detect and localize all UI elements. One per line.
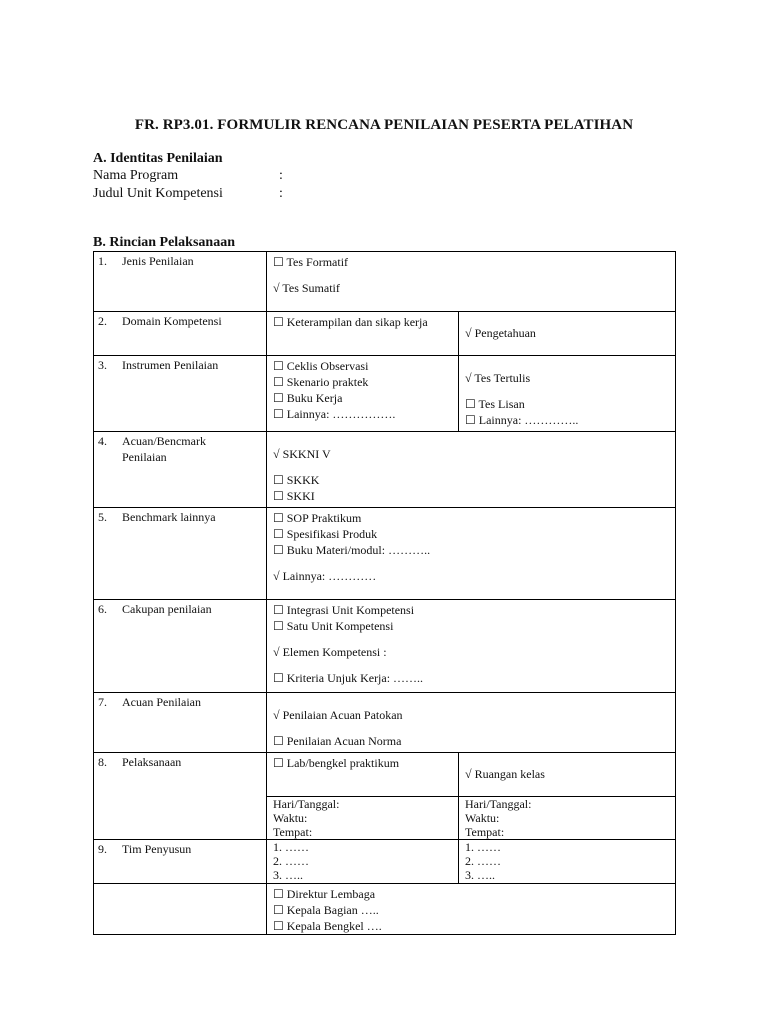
team-member-3: 3. ….. (273, 868, 303, 882)
option-buku-materi[interactable]: ☐ Buku Materi/modul: ……….. (273, 543, 431, 557)
table-row (94, 312, 676, 356)
options-cell (267, 884, 676, 935)
table-row (94, 884, 676, 935)
options-cell (459, 356, 676, 432)
option-lainnya[interactable]: ☐ Lainnya: ………….. (465, 413, 579, 427)
options-cell (267, 312, 459, 356)
row-number: 5. (98, 510, 107, 524)
option-lab-bengkel[interactable]: ☐ Lab/bengkel praktikum (273, 756, 400, 770)
row-number: 4. (98, 434, 107, 448)
team-member-3: 3. ….. (465, 868, 495, 882)
option-ceklis-observasi[interactable]: ☐ Ceklis Observasi (273, 359, 369, 373)
table-row (94, 508, 676, 600)
row-label-cell (94, 884, 267, 935)
table-row (94, 432, 676, 508)
options-cell (267, 693, 676, 753)
option-pengetahuan[interactable]: √ Pengetahuan (465, 326, 536, 340)
row-number: 2. (98, 314, 107, 328)
detail-hari-tanggal: Hari/Tanggal: (465, 797, 532, 811)
row-label-cell (94, 693, 267, 753)
detail-waktu: Waktu: (465, 811, 500, 825)
row-label-cell (94, 753, 267, 840)
option-tes-lisan[interactable]: ☐ Tes Lisan (465, 397, 525, 411)
options-cell (459, 753, 676, 797)
detail-tempat: Tempat: (273, 825, 313, 839)
table-row (94, 356, 676, 432)
row-number: 3. (98, 358, 107, 372)
detail-waktu: Waktu: (273, 811, 308, 825)
row-label: Instrumen Penilaian (122, 358, 219, 372)
team-member-1: 1. …… (273, 840, 309, 854)
table-row (94, 693, 676, 753)
option-acuan-norma[interactable]: ☐ Penilaian Acuan Norma (273, 734, 402, 748)
row-label-continued: Penilaian (122, 450, 167, 464)
option-kepala-bagian[interactable]: ☐ Kepala Bagian ….. (273, 903, 379, 917)
option-buku-kerja[interactable]: ☐ Buku Kerja (273, 391, 343, 405)
row-label-cell (94, 312, 267, 356)
options-cell (267, 508, 676, 600)
option-lainnya[interactable]: √ Lainnya: ………… (273, 569, 377, 583)
row-label-cell (94, 840, 267, 884)
row-number: 1. (98, 254, 107, 268)
options-cell (267, 600, 676, 693)
options-cell (267, 840, 459, 884)
row-label-cell (94, 356, 267, 432)
row-label: Acuan/Bencmark (122, 434, 206, 448)
option-elemen-kompetensi[interactable]: √ Elemen Kompetensi : (273, 645, 387, 659)
option-skki[interactable]: ☐ SKKI (273, 489, 315, 503)
field-label-judul-unit: Judul Unit Kompetensi (93, 186, 223, 201)
options-cell (267, 356, 459, 432)
table-row (94, 753, 676, 797)
option-spesifikasi-produk[interactable]: ☐ Spesifikasi Produk (273, 527, 378, 541)
row-label-cell (94, 432, 267, 508)
row-label: Tim Penyusun (122, 842, 192, 856)
section-b-heading: B. Rincian Pelaksanaan (93, 235, 235, 250)
option-integrasi-unit[interactable]: ☐ Integrasi Unit Kompetensi (273, 603, 415, 617)
row-number: 7. (98, 695, 107, 709)
form-title: FR. RP3.01. FORMULIR RENCANA PENILAIAN PESERTA PELATIHAN (134, 117, 634, 133)
options-cell (267, 753, 459, 797)
row-label: Cakupan penilaian (122, 602, 212, 616)
options-cell (267, 252, 676, 312)
details-cell (459, 797, 676, 840)
row-label: Acuan Penilaian (122, 695, 201, 709)
row-label-cell (94, 600, 267, 693)
table-row (94, 600, 676, 693)
row-number: 8. (98, 755, 107, 769)
option-keterampilan[interactable]: ☐ Keterampilan dan sikap kerja (273, 315, 428, 329)
option-acuan-patokan[interactable]: √ Penilaian Acuan Patokan (273, 708, 403, 722)
field-colon: : (279, 186, 283, 201)
option-direktur-lembaga[interactable]: ☐ Direktur Lembaga (273, 887, 376, 901)
table-row (94, 252, 676, 312)
team-member-2: 2. …… (273, 854, 309, 868)
option-sop-praktikum[interactable]: ☐ SOP Praktikum (273, 511, 362, 525)
option-lainnya[interactable]: ☐ Lainnya: ……………. (273, 407, 396, 421)
detail-hari-tanggal: Hari/Tanggal: (273, 797, 340, 811)
option-kriteria-unjuk-kerja[interactable]: ☐ Kriteria Unjuk Kerja: …….. (273, 671, 424, 685)
field-label-nama-program: Nama Program (93, 168, 179, 183)
row-label-cell (94, 508, 267, 600)
option-kepala-bengkel[interactable]: ☐ Kepala Bengkel …. (273, 919, 382, 933)
row-label: Domain Kompetensi (122, 314, 222, 328)
row-label: Jenis Penilaian (122, 254, 194, 268)
option-satu-unit[interactable]: ☐ Satu Unit Kompetensi (273, 619, 394, 633)
row-label-cell (94, 252, 267, 312)
field-colon: : (279, 168, 283, 183)
team-member-2: 2. …… (465, 854, 501, 868)
team-member-1: 1. …… (465, 840, 501, 854)
table-row (94, 840, 676, 884)
section-a-heading: A. Identitas Penilaian (93, 151, 223, 166)
rincian-table (93, 251, 676, 935)
option-skkk[interactable]: ☐ SKKK (273, 473, 320, 487)
row-number: 9. (98, 842, 107, 856)
detail-tempat: Tempat: (465, 825, 505, 839)
details-cell (267, 797, 459, 840)
option-ruangan-kelas[interactable]: √ Ruangan kelas (465, 767, 545, 781)
option-tes-tertulis[interactable]: √ Tes Tertulis (465, 371, 531, 385)
option-tes-sumatif[interactable]: √ Tes Sumatif (273, 281, 340, 295)
option-skkni[interactable]: √ SKKNI V (273, 447, 331, 461)
option-skenario-praktek[interactable]: ☐ Skenario praktek (273, 375, 369, 389)
options-cell (459, 312, 676, 356)
options-cell (267, 432, 676, 508)
row-label: Benchmark lainnya (122, 510, 216, 524)
option-tes-formatif[interactable]: ☐ Tes Formatif (273, 255, 349, 269)
options-cell (459, 840, 676, 884)
row-label: Pelaksanaan (122, 755, 182, 769)
row-number: 6. (98, 602, 107, 616)
